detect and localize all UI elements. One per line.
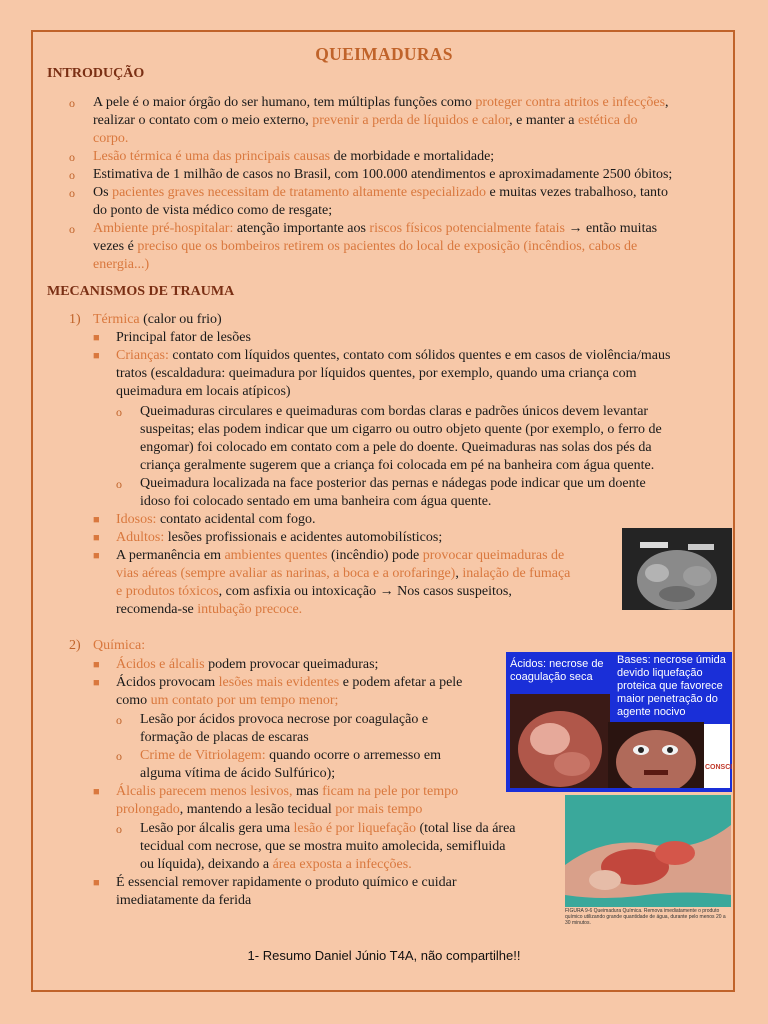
logo-badge: [704, 724, 730, 788]
termica-item-5: A permanência em ambientes quentes (incêndio) pode provocar queimaduras de: [116, 548, 565, 563]
intro-item-1-line3: corpo.: [93, 131, 129, 146]
quimica-item-3-line2: prolongado, mantendo a lesão tecidual por mais tempo: [116, 802, 423, 817]
bullet-icon: o: [116, 477, 122, 491]
base-figure-label: Bases: necrose úmida devido liquefação proteica que favorece maior penetração do agente nocivo: [617, 654, 726, 718]
bullet-icon: o: [116, 405, 122, 419]
base-burn-photo: [608, 722, 704, 788]
intro-item-3: Estimativa de 1 milhão de casos no Brasil, com 100.000 atendimentos e aproximadamente 2500 óbitos;: [93, 167, 673, 182]
termica-item-1: Principal fator de lesões: [116, 330, 251, 345]
intro-item-1-line2: realizar o contato com o meio externo, prevenir a perda de líquidos e calor, e manter a estética do: [93, 113, 638, 128]
bullet-icon: o: [69, 150, 75, 164]
quimica-item-2: Ácidos provocam lesões mais evidentes e podem afetar a pele: [116, 675, 463, 690]
quimica-item-4: É essencial remover rapidamente o produto químico e cuidar: [116, 875, 457, 890]
intro-item-2: Lesão térmica é uma das principais causas de morbidade e mortalidade;: [93, 149, 495, 164]
intro-item-5: Ambiente pré-hospitalar: atenção importante aos riscos físicos potencialmente fatais → então muitas: [93, 221, 658, 236]
termica-item-5-line3: e produtos tóxicos, com asfixia ou intoxicação → Nos casos suspeitos,: [116, 584, 512, 599]
acid-burn-photo: [510, 694, 610, 788]
intro-item-1: A pele é o maior órgão do ser humano, tem múltiplas funções como proteger contra atritos e infecções,: [93, 95, 669, 110]
bullet-icon: o: [69, 168, 75, 182]
quimica-sub-1-line2: formação de placas de escaras: [140, 730, 309, 745]
intro-item-5-line2: vezes é preciso que os bombeiros retirem os pacientes do local de exposição (incêndios, cabos de: [93, 239, 638, 254]
termica-sub-1-line4: criança geralmente sugerem que a criança foi colocada em pé na banheira com água quente.: [140, 458, 655, 473]
burn-face-photo: [622, 528, 732, 610]
bullet-icon: o: [69, 222, 75, 236]
termica-item-5-line4: recomenda-se intubação precoce.: [116, 602, 303, 617]
termica-sub-2: Queimadura localizada na face posterior das pernas e nádegas pode indicar que um doente: [140, 476, 646, 491]
page-title: QUEIMADURAS: [315, 44, 453, 64]
acid-figure-label: Ácidos: necrose de coagulação seca: [510, 658, 604, 683]
section-heading-introducao: INTRODUÇÃO: [47, 66, 145, 81]
bullet-icon: o: [69, 186, 75, 200]
termica-item-4: Adultos: lesões profissionais e acidentes automobilísticos;: [116, 530, 443, 545]
quimica-sub-2-line2: alguma vítima de ácido Sulfúrico);: [140, 766, 336, 781]
figure-caption: FIGURA 9-6 Queimadura Química. Remova imediatamente o produto químico utilizando grande quantidade de água, durante pelo menos 20 a 30 minutos.: [565, 908, 726, 926]
termica-sub-2-line2: idoso foi colocado sentado em uma banheira com água quente.: [140, 494, 492, 509]
list-number: 2): [69, 638, 81, 653]
bullet-icon: o: [116, 749, 122, 763]
section-heading-mecanismos: MECANISMOS DE TRAUMA: [47, 284, 235, 299]
bullet-icon: o: [116, 713, 122, 727]
quimica-sub-3: Lesão por álcalis gera uma lesão é por liquefação (total lise da área: [140, 821, 516, 836]
intro-item-4-line2: do ponto de vista médico como de resgate;: [93, 203, 333, 218]
square-bullet-icon: ■: [93, 877, 100, 889]
bullet-icon: o: [69, 96, 75, 110]
page-footer: 1- Resumo Daniel Júnio T4A, não compartilhe!!: [247, 948, 521, 963]
square-bullet-icon: ■: [93, 514, 100, 526]
quimica-heading: Química:: [93, 638, 146, 653]
quimica-sub-3-line2: tecidual com necrose, que se mostra muito amolecida, semifluida: [140, 839, 506, 854]
termica-sub-1-line2: suspeitas; elas podem indicar que um cigarro ou outro objeto quente (por exemplo, o ferro de: [140, 422, 662, 437]
logo-text: CONSCI: [705, 764, 732, 771]
bullet-icon: o: [116, 822, 122, 836]
termica-sub-1: Queimaduras circulares e queimaduras com bordas claras e padrões únicos devem levantar: [140, 404, 649, 419]
intro-item-5-line3: energia...): [93, 257, 150, 272]
termica-sub-1-line3: engomar) foi colocado em contato com a pele do doente. Queimaduras nas solas dos pés da: [140, 440, 652, 455]
square-bullet-icon: ■: [93, 677, 100, 689]
quimica-sub-3-line3: ou líquida), deixando a área exposta a infecções.: [140, 857, 412, 872]
quimica-item-4-line2: imediatamente da ferida: [116, 893, 252, 908]
termica-item-3: Idosos: contato acidental com fogo.: [116, 512, 316, 527]
square-bullet-icon: ■: [93, 332, 100, 344]
square-bullet-icon: ■: [93, 786, 100, 798]
quimica-item-3: Álcalis parecem menos lesivos, mas ficam na pele por tempo: [116, 784, 459, 799]
square-bullet-icon: ■: [93, 350, 100, 362]
acid-base-figure: [506, 652, 732, 792]
termica-item-2: Crianças: contato com líquidos quentes, contato com sólidos quentes e em casos de violência/maus: [116, 348, 671, 363]
list-number: 1): [69, 312, 81, 327]
termica-item-2-line3: queimadura em locais atípicos): [116, 384, 291, 399]
square-bullet-icon: ■: [93, 532, 100, 544]
quimica-sub-2: Crime de Vitriolagem: quando ocorre o arremesso em: [140, 748, 441, 763]
square-bullet-icon: ■: [93, 659, 100, 671]
termica-item-5-line2: vias aéreas (sempre avaliar as narinas, a boca e a orofaringe), inalação de fumaça: [116, 566, 571, 581]
quimica-sub-1: Lesão por ácidos provoca necrose por coagulação e: [140, 712, 429, 727]
intro-item-4: Os pacientes graves necessitam de tratamento altamente especializado e muitas vezes trabalhoso, tanto: [93, 185, 668, 200]
chemical-burn-photo: [565, 795, 731, 907]
termica-item-2-line2: tratos (escaldadura: queimadura por líquidos quentes, por exemplo, quando uma criança com: [116, 366, 637, 381]
quimica-item-1: Ácidos e álcalis podem provocar queimaduras;: [116, 657, 379, 672]
quimica-item-2-line2: como um contato por um tempo menor;: [116, 693, 339, 708]
termica-heading: Térmica (calor ou frio): [93, 312, 222, 327]
square-bullet-icon: ■: [93, 550, 100, 562]
